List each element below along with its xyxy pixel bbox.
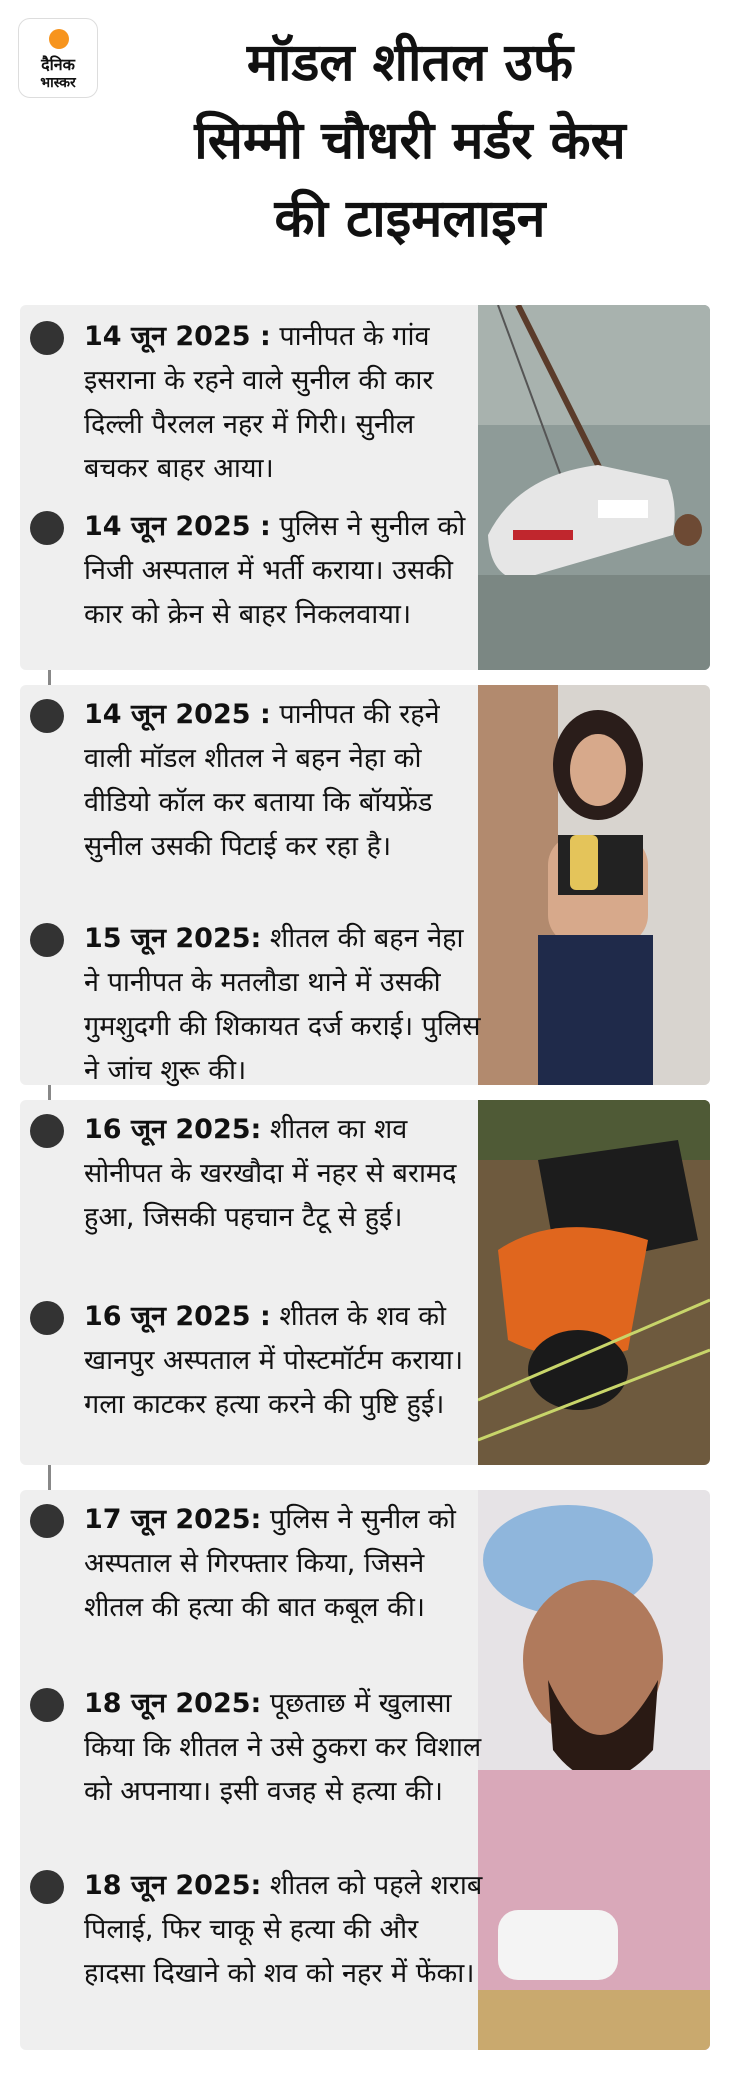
entry-date: 17 जून 2025: bbox=[84, 1504, 262, 1535]
entry-description: पुलिस ने सुनील को निजी अस्पताल में भर्ती कराया। उसकी कार को क्रेन से बाहर निकलवाया। bbox=[84, 511, 466, 630]
timeline-bullet-icon bbox=[30, 1114, 64, 1148]
entry-description: पानीपत के गांव इसराना के रहने वाले सुनील की कार दिल्ली पैरलल नहर में गिरी। सुनील बचकर बाहर आया। bbox=[84, 321, 434, 484]
entry-text bbox=[84, 1108, 484, 1240]
timeline-bullet-icon bbox=[30, 699, 64, 733]
photo-model-selfie bbox=[478, 685, 710, 1085]
entry-date: 14 जून 2025 : bbox=[84, 321, 271, 352]
brand-logo bbox=[18, 18, 98, 98]
entry-text bbox=[84, 1295, 484, 1427]
title-line-3: की टाइमलाइन bbox=[274, 189, 546, 249]
entry-date: 15 जून 2025: bbox=[84, 923, 262, 954]
timeline-section-body bbox=[20, 1100, 710, 1465]
timeline-bullet-icon bbox=[30, 511, 64, 545]
entry-text bbox=[84, 1498, 484, 1630]
car-canal-illustration bbox=[478, 305, 710, 670]
entry-description: शीतल का शव सोनीपत के खरखौदा में नहर से बरामद हुआ, जिसकी पहचान टैटू से हुई। bbox=[84, 1114, 457, 1233]
entry-date: 18 जून 2025: bbox=[84, 1870, 262, 1901]
timeline-bullet-icon bbox=[30, 923, 64, 957]
timeline-bullet-icon bbox=[30, 321, 64, 355]
entry-text bbox=[84, 505, 484, 637]
title-line-1: मॉडल शीतल उर्फ bbox=[246, 33, 574, 93]
logo-text-line1: दैनिक bbox=[41, 55, 75, 74]
entry-text bbox=[84, 917, 484, 1093]
timeline-bullet-icon bbox=[30, 1688, 64, 1722]
photo-accused-hospital bbox=[478, 1490, 710, 2050]
page-title bbox=[100, 24, 720, 258]
timeline-section-model bbox=[20, 685, 710, 1085]
entry-description: शीतल को पहले शराब पिलाई, फिर चाकू से हत्या की और हादसा दिखाने को शव को नहर में फेंका। bbox=[84, 1870, 483, 1989]
body-recovered-illustration bbox=[478, 1100, 710, 1465]
timeline-section-arrest bbox=[20, 1490, 710, 2050]
photo-car-in-canal bbox=[478, 305, 710, 670]
entry-date: 14 जून 2025 : bbox=[84, 699, 271, 730]
accused-hospital-illustration bbox=[478, 1490, 710, 2050]
entry-description: पूछताछ में खुलासा किया कि शीतल ने उसे ठुकरा कर विशाल को अपनाया। इसी वजह से हत्या की। bbox=[84, 1688, 482, 1807]
entry-text bbox=[84, 1864, 484, 1996]
title-line-2: सिम्मी चौधरी मर्डर केस bbox=[194, 111, 626, 171]
entry-date: 14 जून 2025 : bbox=[84, 511, 271, 542]
entry-date: 16 जून 2025: bbox=[84, 1114, 262, 1145]
entry-date: 16 जून 2025 : bbox=[84, 1301, 271, 1332]
timeline-section-car bbox=[20, 305, 710, 670]
logo-text-line2: भास्कर bbox=[40, 75, 76, 91]
photo-body-recovered bbox=[478, 1100, 710, 1465]
timeline-bullet-icon bbox=[30, 1504, 64, 1538]
entry-description: पुलिस ने सुनील को अस्पताल से गिरफ्तार किया, जिसने शीतल की हत्या की बात कबूल की। bbox=[84, 1504, 456, 1623]
timeline-bullet-icon bbox=[30, 1301, 64, 1335]
entry-text bbox=[84, 1682, 484, 1814]
entry-text bbox=[84, 693, 484, 869]
entry-description: पानीपत की रहने वाली मॉडल शीतल ने बहन नेहा को वीडियो कॉल कर बताया कि बॉयफ्रेंड सुनील उसकी पिटाई कर रहा है। bbox=[84, 699, 440, 862]
entry-date: 18 जून 2025: bbox=[84, 1688, 262, 1719]
logo-sun-icon bbox=[49, 29, 69, 49]
entry-description: शीतल के शव को खानपुर अस्पताल में पोस्टमॉर्टम कराया। गला काटकर हत्या करने की पुष्टि हुई। bbox=[84, 1301, 464, 1420]
model-selfie-illustration bbox=[478, 685, 710, 1085]
entry-description: शीतल की बहन नेहा ने पानीपत के मतलौडा थाने में उसकी गुमशुदगी की शिकायत दर्ज कराई। पुलिस ने जांच शुरू की। bbox=[84, 923, 481, 1086]
timeline-bullet-icon bbox=[30, 1870, 64, 1904]
entry-text bbox=[84, 315, 484, 491]
